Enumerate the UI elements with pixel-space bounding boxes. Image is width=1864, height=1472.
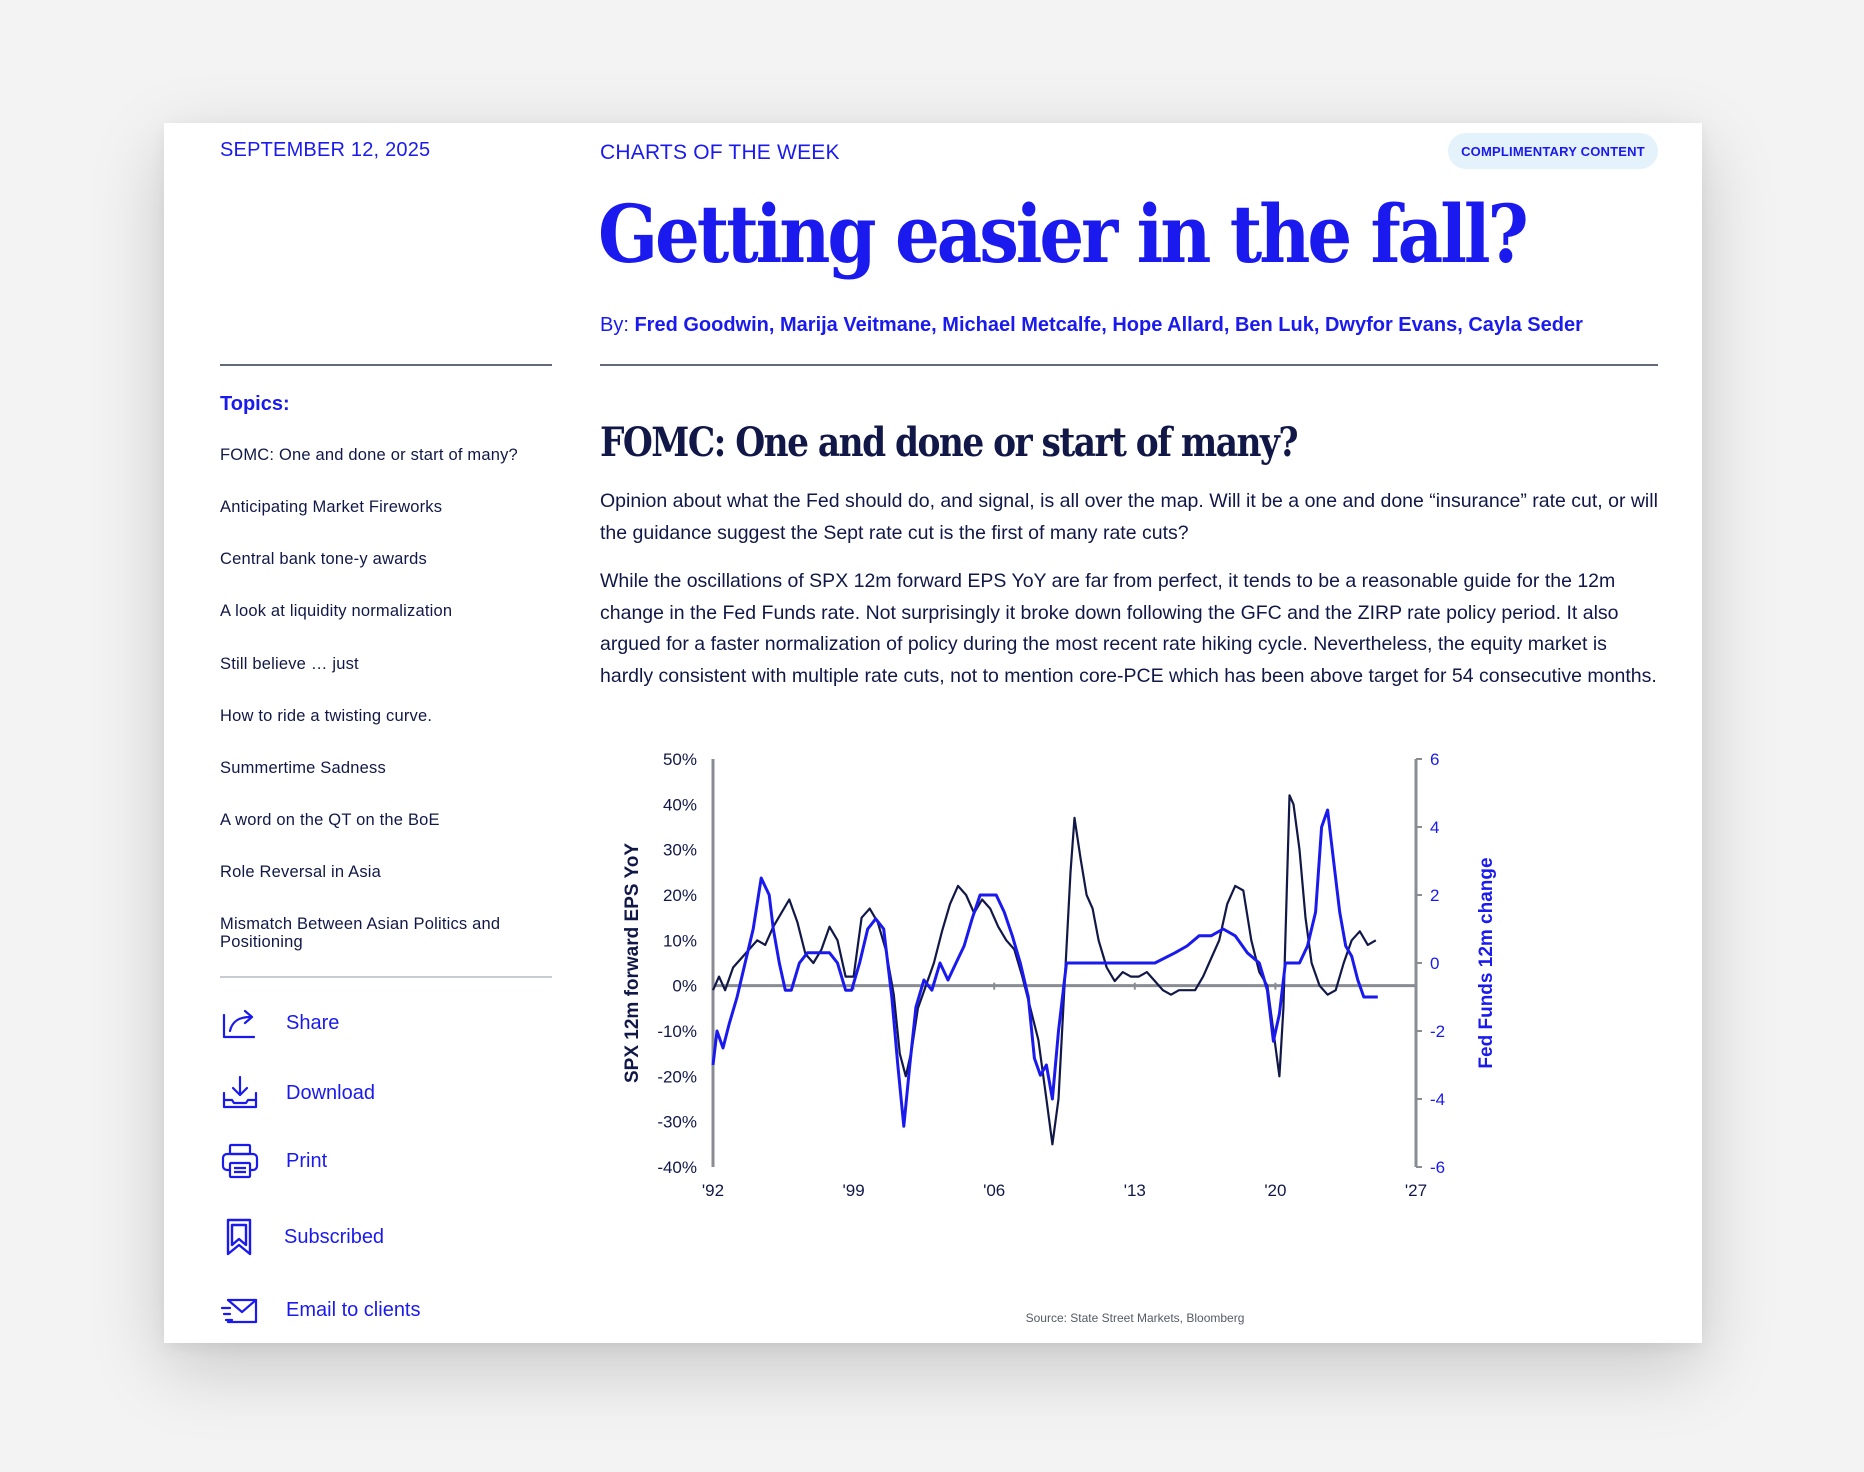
topic-link[interactable]: Mismatch Between Asian Politics and Positioning [220,915,501,951]
chart-source: Source: State Street Markets, Bloomberg [1025,1311,1245,1325]
page-title: Getting easier in the fall? [598,187,1526,281]
y-left-tick-label: -10% [657,1022,697,1041]
share-icon [220,1003,260,1043]
topic-link[interactable]: Anticipating Market Fireworks [220,498,443,516]
y-right-tick-label: 6 [1430,750,1440,769]
y-left-tick-label: 40% [662,795,697,815]
subscribed-label: Subscribed [284,1225,385,1248]
topic-link[interactable]: Summertime Sadness [220,759,386,777]
bookmark-icon [220,1217,260,1257]
share-button[interactable] [220,1003,339,1043]
x-tick-label: '20 [1264,1181,1287,1200]
actions-divider [220,976,552,978]
y-left-tick-label: -20% [657,1067,697,1087]
article-paragraph: While the oscillations of SPX 12m forward EPS YoY are far from perfect, it tends to be a reasonable guide for the 12m change in the Fed Funds rate. Not surprisingly it broke down following the GFC and the ZIRP rate policy period. It also argued for a faster normalization of policy during the most recent rate hiking cycle. Nevertheless, the equity market is hardly consistent with multiple rate cuts, not to mention core-PCE which has been above target for 54 consecutive months. [600,570,1657,687]
topic-link[interactable]: How to ride a twisting curve. [220,707,433,725]
sidebar-divider [220,364,552,366]
topic-link[interactable]: A look at liquidity normalization [220,602,453,620]
fedfunds-change-series-line [713,810,1378,1126]
email-label: Email to clients [286,1298,421,1321]
x-tick-label: '92 [701,1181,725,1200]
y-left-tick-label: -30% [657,1112,697,1132]
download-icon [220,1073,260,1113]
download-button[interactable] [220,1073,375,1113]
series-layer [713,795,1378,1144]
y-left-tick-label: 50% [662,750,697,769]
print-icon [220,1141,260,1181]
share-label: Share [286,1011,340,1034]
section-kicker[interactable]: CHARTS OF THE WEEK [600,141,840,164]
y-right-tick-label: -4 [1430,1090,1446,1109]
y-left-tick-label: 0% [672,976,697,996]
topics-heading: Topics: [220,393,290,415]
topic-link[interactable]: Still believe … just [220,655,359,673]
print-button[interactable] [220,1141,327,1181]
header-divider [600,364,1658,366]
y-right-tick-label: -2 [1430,1022,1446,1041]
y-left-tick-labels [657,750,697,1177]
y-right-axis-label: Fed Funds 12m change [1476,857,1497,1069]
publish-date: SEPTEMBER 12, 2025 [220,139,431,161]
topic-link[interactable]: Role Reversal in Asia [220,863,382,881]
article-card [164,123,1702,1343]
email-icon [220,1290,260,1330]
y-right-tick-labels [1416,750,1445,1177]
x-tick-label: '99 [842,1181,865,1200]
article-paragraph: Opinion about what the Fed should do, and signal, is all over the map. Will it be a one and done “insurance” rate cut, or will the guidance suggest the Sept rate cut is the first of many rate cuts? [600,490,1658,544]
x-tick-labels [702,983,1427,1200]
complimentary-badge: COMPLIMENTARY CONTENT [1448,133,1658,169]
y-right-tick-label: 4 [1430,818,1440,837]
y-right-tick-label: 2 [1430,886,1440,905]
byline-prefix: By: [600,314,635,336]
eps-vs-fedfunds-chart [600,729,1670,1329]
subscribed-button[interactable] [220,1217,384,1257]
y-right-tick-label: 0 [1430,954,1440,973]
y-left-tick-label: 20% [662,886,697,905]
topic-link[interactable]: FOMC: One and done or start of many? [220,446,518,464]
y-left-tick-label: 10% [662,931,697,951]
topic-link[interactable]: Central bank tone-y awards [220,550,427,568]
eps-yoy-series-line [713,795,1376,1144]
print-label: Print [286,1149,328,1172]
email-button[interactable] [220,1290,421,1330]
author-list[interactable]: Fred Goodwin, Marija Veitmane, Michael Metcalfe, Hope Allard, Ben Luk, Dwyfor Evans, Cayla Seder [634,314,1583,336]
x-tick-label: '13 [1123,1181,1146,1200]
y-left-axis-label: SPX 12m forward EPS YoY [622,842,643,1084]
x-tick-label: '27 [1404,1181,1428,1200]
section-heading: FOMC: One and done or start of many? [600,419,1297,466]
y-left-tick-label: -40% [657,1158,697,1177]
x-tick-label: '06 [983,1181,1006,1200]
y-right-tick-label: -6 [1430,1158,1446,1177]
y-left-tick-label: 30% [662,840,697,860]
topic-link[interactable]: A word on the QT on the BoE [220,811,440,829]
byline [600,314,1583,337]
download-label: Download [286,1081,375,1104]
